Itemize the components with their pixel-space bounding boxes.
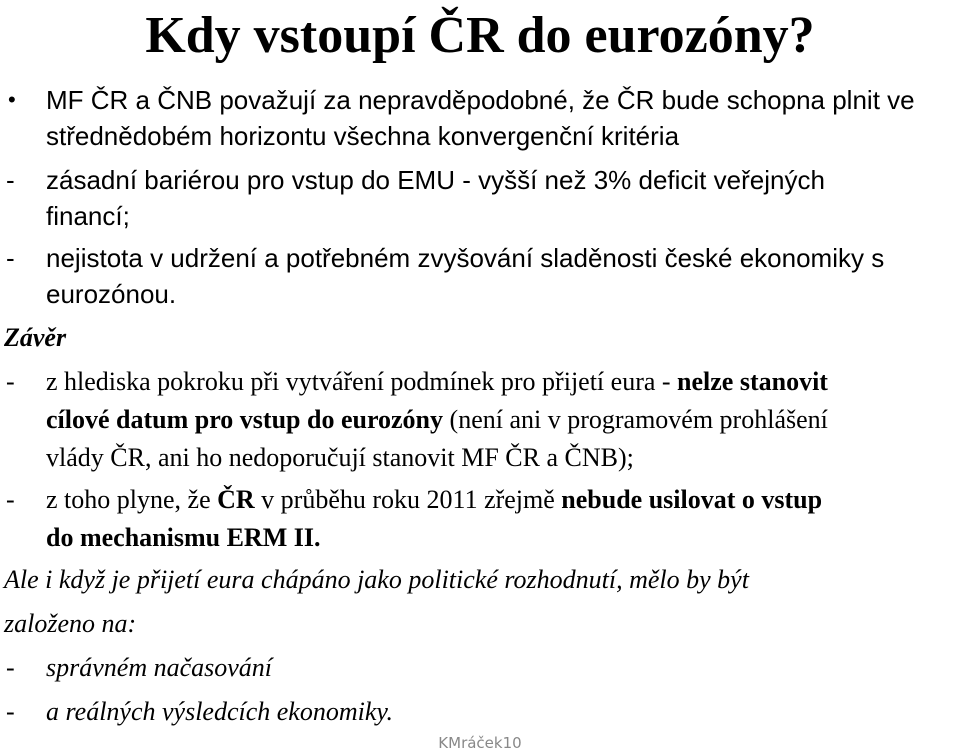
- reason-2-line-2: eurozónou.: [46, 279, 177, 309]
- conclusion-2-line-2: [46, 518, 320, 558]
- conclusion-1-text-a: z hlediska pokroku při vytváření podmínek pro přijetí eura -: [46, 367, 678, 396]
- closing-line-2: založeno na:: [4, 609, 137, 638]
- closing-item-1-text: správném načasování: [46, 653, 273, 682]
- dash-marker: -: [6, 653, 15, 682]
- reason-1-line-2: financí;: [46, 201, 130, 231]
- reason-1-line-1: zásadní bariérou pro vstup do EMU - vyšší než 3% deficit veřejných: [46, 165, 825, 195]
- dash-marker: -: [6, 243, 15, 273]
- conclusion-1-line-1: [46, 362, 828, 402]
- dash-marker: -: [6, 697, 15, 726]
- conclusion-2-bold-cr: ČR: [217, 485, 255, 514]
- conclusion-1-bold-a: nelze stanovit: [677, 367, 828, 396]
- conclusion-heading: [4, 318, 66, 358]
- dash-marker: -: [6, 485, 15, 514]
- conclusion-2-text-b: v průběhu roku 2011 zřejmě: [254, 485, 562, 514]
- footer-label: KMráček10: [438, 734, 522, 752]
- dash-marker: -: [6, 367, 15, 396]
- slide-title: Kdy vstoupí ČR do eurozóny?: [145, 7, 815, 64]
- conclusion-1-line-2: [46, 400, 828, 440]
- conclusion-heading-text: Závěr: [4, 323, 67, 352]
- bullet-line-1: MF ČR a ČNB považují za nepravděpodobné, že ČR bude schopna plnit ve: [46, 85, 915, 115]
- reason-2-line-1: nejistota v udržení a potřebném zvyšování sladěnosti české ekonomiky s: [46, 243, 885, 273]
- conclusion-2-bold-b: do mechanismu ERM II.: [46, 523, 321, 552]
- dash-marker: -: [6, 165, 15, 195]
- conclusion-1-text-b: (není ani v programovém prohlášení: [443, 405, 828, 434]
- conclusion-1-line-3: vlády ČR, ani ho nedoporučují stanovit MF ČR a ČNB);: [46, 443, 634, 472]
- closing-line-1: Ale i když je přijetí eura chápáno jako politické rozhodnutí, mělo by být: [4, 565, 749, 594]
- conclusion-2-line-1: [46, 480, 822, 520]
- conclusion-2-bold-a: nebude usilovat o vstup: [561, 485, 823, 514]
- bullet-line-2: střednědobém horizontu všechna konvergenční kritéria: [46, 121, 680, 151]
- bullet-marker: •: [8, 87, 16, 112]
- conclusion-2-text-a: z toho plyne, že: [46, 485, 218, 514]
- conclusion-1-bold-b: cílové datum pro vstup do eurozóny: [46, 405, 444, 434]
- closing-item-2-text: a reálných výsledcích ekonomiky.: [46, 697, 393, 726]
